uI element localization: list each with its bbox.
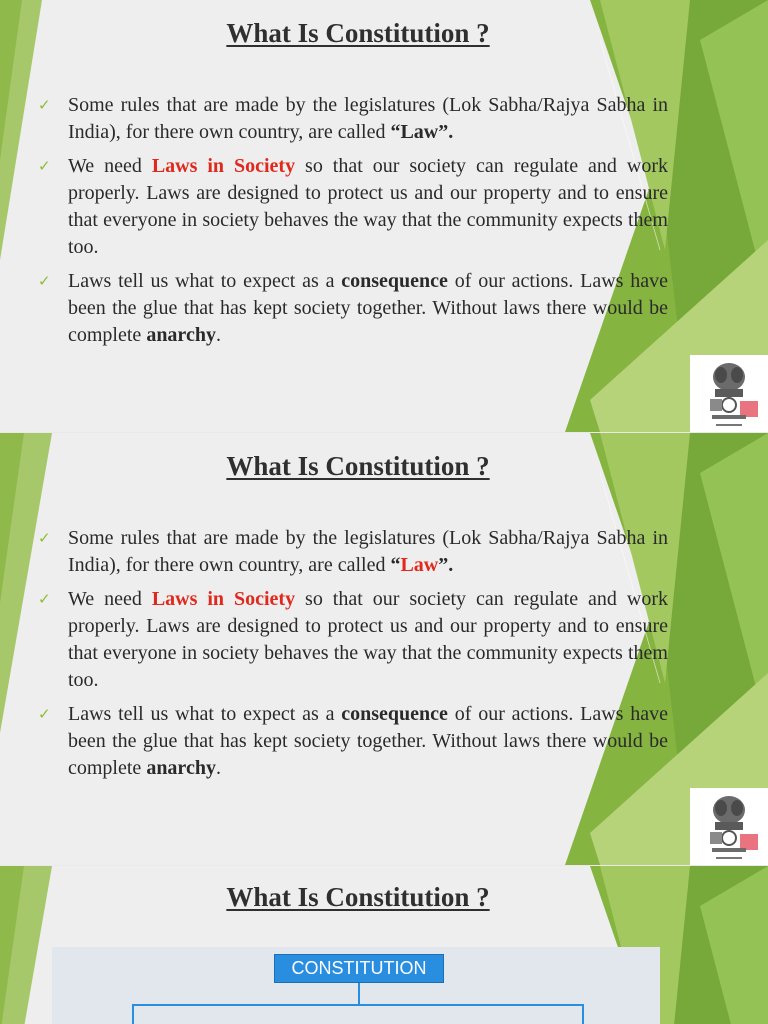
connector-line [358, 983, 360, 1005]
consequence-term: consequence [341, 270, 448, 292]
bullet-text-part: We need [68, 588, 152, 610]
anarchy-term: anarchy [146, 324, 216, 346]
slide-2 [0, 433, 768, 865]
bullet-item [38, 92, 668, 146]
law-term-text: “Law”. [390, 121, 454, 143]
bullet-text [68, 586, 668, 694]
anarchy-term: anarchy [146, 757, 216, 779]
bullet-text-part: Some rules that are made by the legislatures (Lok Sabha/Rajya Sabha in India), for there own country, are called [68, 527, 668, 576]
bullet-text [68, 525, 668, 579]
bullet-text-part: so that our society can regulate and work properly. Laws are designed to protect us and our property and to ensure that everyone in society behaves the way that the community expects them too. [68, 155, 668, 258]
checkmark-icon: ✓ [38, 529, 51, 547]
bullet-item [38, 525, 668, 579]
bullet-text-part: of our actions. Laws have been the glue that has kept society together. Without laws there would be complete [68, 703, 669, 779]
quote-close: ”. [438, 554, 454, 576]
bullet-text-part: . [215, 324, 221, 346]
checkmark-icon: ✓ [38, 157, 51, 175]
bullet-text-part: . [215, 757, 221, 779]
slide-3 [0, 866, 768, 1024]
bullet-item [38, 268, 668, 349]
bullet-text [68, 153, 668, 261]
quote-open: “ [390, 554, 401, 576]
slide-title: What Is Constitution ? [226, 882, 490, 912]
bullet-text [68, 92, 668, 146]
checkmark-icon: ✓ [38, 705, 51, 723]
connector-line [132, 1004, 584, 1006]
connector-line [132, 1004, 134, 1024]
bullet-text [68, 701, 668, 782]
bullet-item [38, 153, 668, 261]
consequence-term: consequence [341, 703, 448, 725]
national-emblem-icon [690, 355, 768, 432]
bullet-text-part: Some rules that are made by the legislatures (Lok Sabha/Rajya Sabha in India), for there own country, are called [68, 94, 668, 143]
laws-in-society-highlight: Laws in Society [151, 588, 296, 610]
bullet-text-part: Laws tell us what to expect as a [68, 703, 342, 725]
checkmark-icon: ✓ [38, 590, 51, 608]
bullet-text-part: We need [68, 155, 152, 177]
bullet-item [38, 586, 668, 694]
bullet-list [38, 525, 668, 789]
checkmark-icon: ✓ [38, 272, 51, 290]
constitution-node: CONSTITUTION [274, 954, 444, 983]
slide-title: What Is Constitution ? [226, 18, 490, 48]
bullet-text-part: so that our society can regulate and work properly. Laws are designed to protect us and our property and to ensure that everyone in society behaves the way that the community expects them too. [68, 588, 668, 691]
bullet-text-part: Laws tell us what to expect as a [68, 270, 342, 292]
national-emblem-icon [690, 788, 768, 865]
law-term [390, 121, 453, 143]
constitution-diagram [52, 947, 660, 1024]
bullet-item [38, 701, 668, 782]
checkmark-icon: ✓ [38, 96, 51, 114]
bullet-text-part: of our actions. Laws have been the glue that has kept society together. Without laws there would be complete [68, 270, 669, 346]
connector-line [582, 1004, 584, 1024]
slide-1 [0, 0, 768, 432]
laws-in-society-highlight: Laws in Society [151, 155, 296, 177]
bullet-list [38, 92, 668, 356]
slide-title: What Is Constitution ? [226, 451, 490, 481]
bullet-text [68, 268, 668, 349]
law-term-highlight: Law [400, 554, 439, 576]
